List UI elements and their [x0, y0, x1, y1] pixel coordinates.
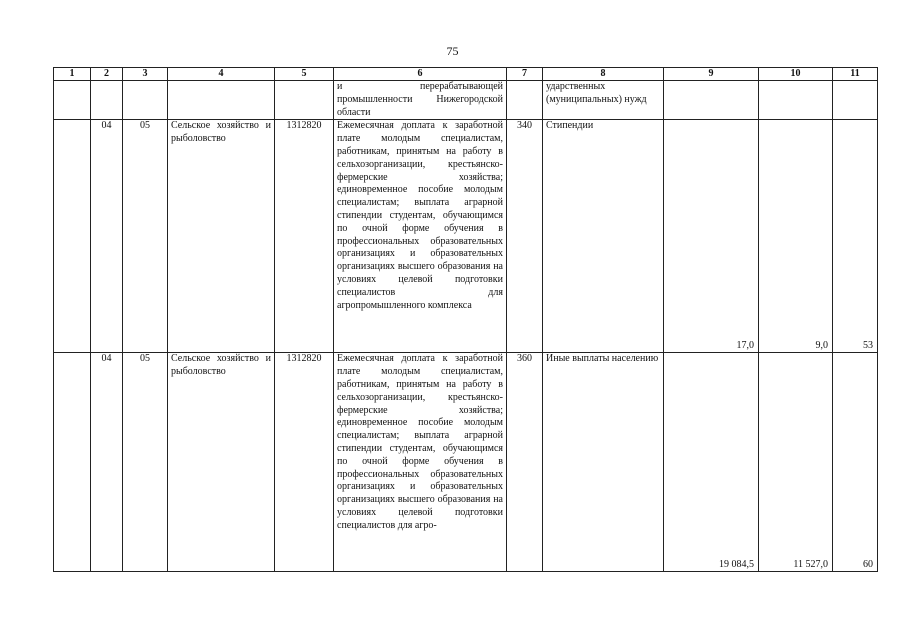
cell-section-name: Сельское хозяйство и рыболовство — [168, 120, 275, 353]
cell-expense-type — [507, 81, 543, 120]
cell-percent — [833, 353, 878, 572]
budget-table — [53, 67, 878, 572]
column-header: 2 — [91, 68, 123, 81]
table-row — [54, 81, 878, 120]
cell-description: Ежемесячная доплата к заработной плате молодым специалистам, работникам, принятым на работу в сельхозорганизации, крестьянско-фермерские хозяйства; единовременное пособие молодым специалистам; выплата аграрной стипендии студентам, обучающимся по очной форме обучения в профессиональных образовательных организациях и образовательных организациях высшего образования на условиях целевой подготовки специалистов для агро- — [334, 353, 507, 572]
cell-section — [91, 81, 123, 120]
cell-expense-name: Иные выплаты населению — [543, 353, 664, 572]
cell-subsection — [123, 81, 168, 120]
cell-section-name: Сельское хозяйство и рыболовство — [168, 353, 275, 572]
cell-amount-2 — [759, 353, 833, 572]
cell-amount-2 — [759, 120, 833, 353]
table-row — [54, 120, 878, 353]
cell-target-code: 1312820 — [275, 353, 334, 572]
cell-expense-name: ударственных (муниципальных) нужд — [543, 81, 664, 120]
amount-value: 19 084,5 — [719, 558, 754, 570]
cell-amount-1 — [664, 120, 759, 353]
amount-value: 11 527,0 — [793, 558, 828, 570]
column-header: 10 — [759, 68, 833, 81]
header-row — [54, 68, 878, 81]
cell-subsection: 05 — [123, 120, 168, 353]
cell-col1 — [54, 353, 91, 572]
column-header: 5 — [275, 68, 334, 81]
column-header: 3 — [123, 68, 168, 81]
cell-percent — [833, 81, 878, 120]
column-header: 7 — [507, 68, 543, 81]
cell-section: 04 — [91, 353, 123, 572]
cell-amount-2 — [759, 81, 833, 120]
amount-value: 17,0 — [736, 339, 754, 351]
cell-col1 — [54, 81, 91, 120]
percent-value: 53 — [863, 339, 873, 351]
column-header: 11 — [833, 68, 878, 81]
column-header: 9 — [664, 68, 759, 81]
page-number: 75 — [446, 44, 459, 58]
cell-expense-type: 360 — [507, 353, 543, 572]
cell-amount-1 — [664, 353, 759, 572]
cell-description: и перерабатывающей промышленности Нижегородской области — [334, 81, 507, 120]
amount-value: 9,0 — [815, 339, 828, 351]
column-header: 6 — [334, 68, 507, 81]
cell-amount-1 — [664, 81, 759, 120]
cell-description: Ежемесячная доплата к заработной плате молодым специалистам, работникам, принятым на работу в сельхозорганизации, крестьянско-фермерские хозяйства; единовременное пособие молодым специалистам; выплата аграрной стипендии студентам, обучающимся по очной форме обучения в профессиональных образовательных организациях и образовательных организациях высшего образования на условиях целевой подготовки специалистов для агропромышленного комплекса — [334, 120, 507, 353]
column-header: 1 — [54, 68, 91, 81]
cell-subsection: 05 — [123, 353, 168, 572]
cell-section-name — [168, 81, 275, 120]
table-row — [54, 353, 878, 572]
cell-percent — [833, 120, 878, 353]
cell-expense-type: 340 — [507, 120, 543, 353]
column-header: 4 — [168, 68, 275, 81]
cell-expense-name: Стипендии — [543, 120, 664, 353]
percent-value: 60 — [863, 558, 873, 570]
cell-col1 — [54, 120, 91, 353]
cell-target-code: 1312820 — [275, 120, 334, 353]
cell-section: 04 — [91, 120, 123, 353]
column-header: 8 — [543, 68, 664, 81]
cell-target-code — [275, 81, 334, 120]
